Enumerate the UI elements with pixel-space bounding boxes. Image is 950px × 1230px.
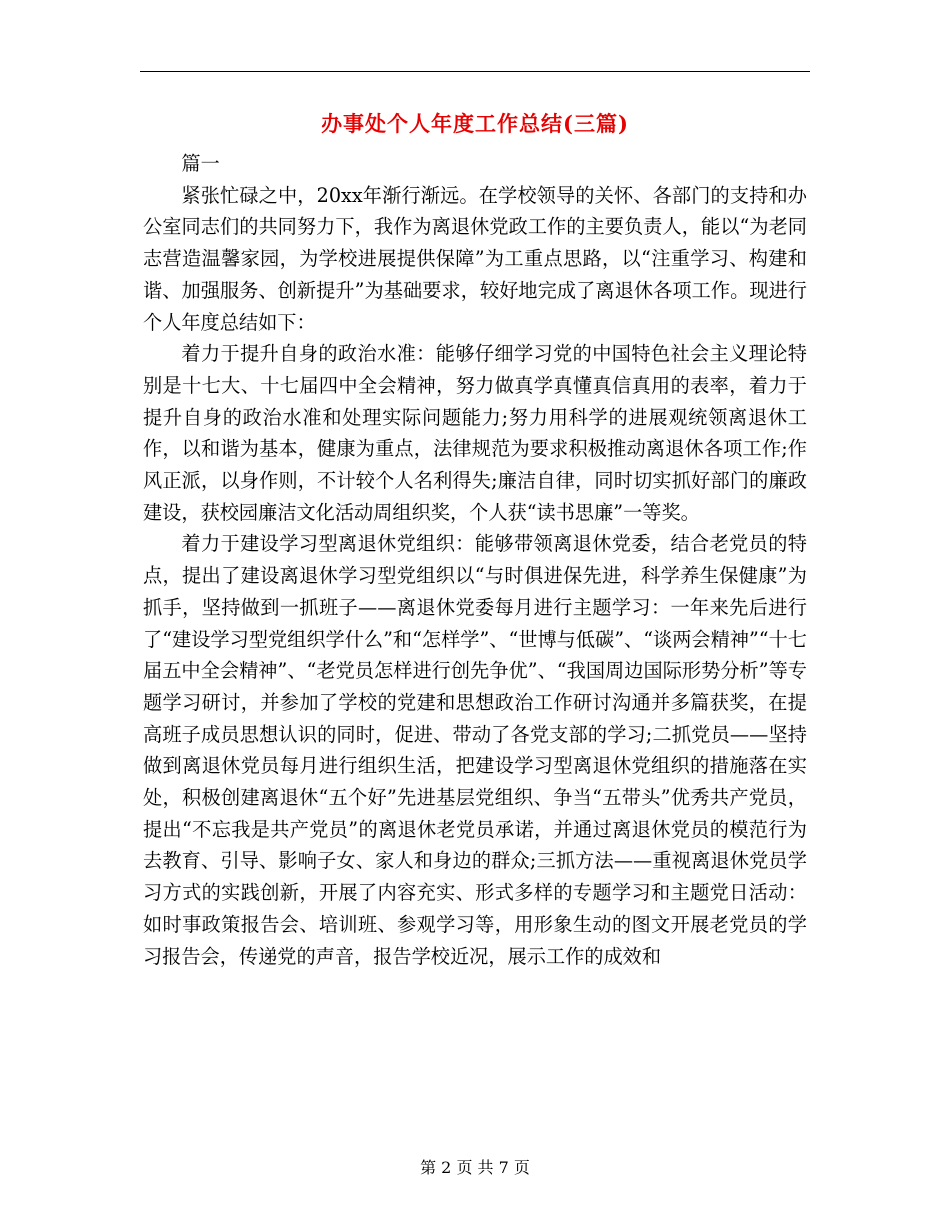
paragraph: 着力于提升自身的政治水准：能够仔细学习党的中国特色社会主义理论特别是十七大、十七届四中全会精神，努力做真学真懂真信真用的表率，着力于提升自身的政治水准和处理实际问题能力;努力用科学的进展观统领离退休工作，以和谐为基本，健康为重点，法律规范为要求积极推动离退休各项工作;作风正派，以身作则，不计较个人名利得失;廉洁自律，同时切实抓好部门的廉政建设，获校园廉洁文化活动周组织奖，个人获“读书思廉”一等奖。 [143, 342, 807, 524]
header-rule [140, 71, 810, 72]
paragraph: 着力于建设学习型离退休党组织：能够带领离退休党委，结合老党员的特点，提出了建设离退休学习型党组织以“与时俱进保先进，科学养生保健康”为抓手，坚持做到一抓班子——离退休党委每月进行主题学习：一年来先后进行了“建设学习型党组织学什么”和“怎样学”、“世博与低碳”、“谈两会精神”“十七届五中全会精神”、“老党员怎样进行创先争优”、“我国周边国际形势分析”等专题学习研讨，并参加了学校的党建和思想政治工作研讨沟通并多篇获奖，在提高班子成员思想认识的同时，促进、带动了各党支部的学习;二抓党员——坚持做到离退休党员每月进行组织生活，把建设学习型离退休党组织的措施落在实处，积极创建离退休“五个好”先进基层党组织、争当“五带头”优秀共产党员，提出“不忘我是共产党员”的离退休老党员承诺，并通过离退休党员的模范行为去教育、引导、影响子女、家人和身边的群众;三抓方法——重视离退休党员学习方式的实践创新，开展了内容充实、形式多样的专题学习和主题党日活动：如时事政策报告会、培训班、参观学习等，用形象生动的图文开展老党员的学习报告会，传递党的声音，报告学校近况，展示工作的成效和 [143, 532, 807, 968]
document-body [143, 148, 807, 972]
section-heading: 篇一 [181, 152, 220, 175]
document-title: 办事处个人年度工作总结(三篇) [321, 111, 629, 136]
paragraph: 紧张忙碌之中，20xx年渐行渐远。在学校领导的关怀、各部门的支持和办公室同志们的共同努力下，我作为离退休党政工作的主要负责人，能以“为老同志营造温馨家园，为学校进展提供保障”为工重点思路，以“注重学习、构建和谐、加强服务、创新提升”为基础要求，较好地完成了离退休各项工作。现进行个人年度总结如下： [143, 183, 807, 334]
page-number: 第 2 页 共 7 页 [420, 1158, 530, 1177]
